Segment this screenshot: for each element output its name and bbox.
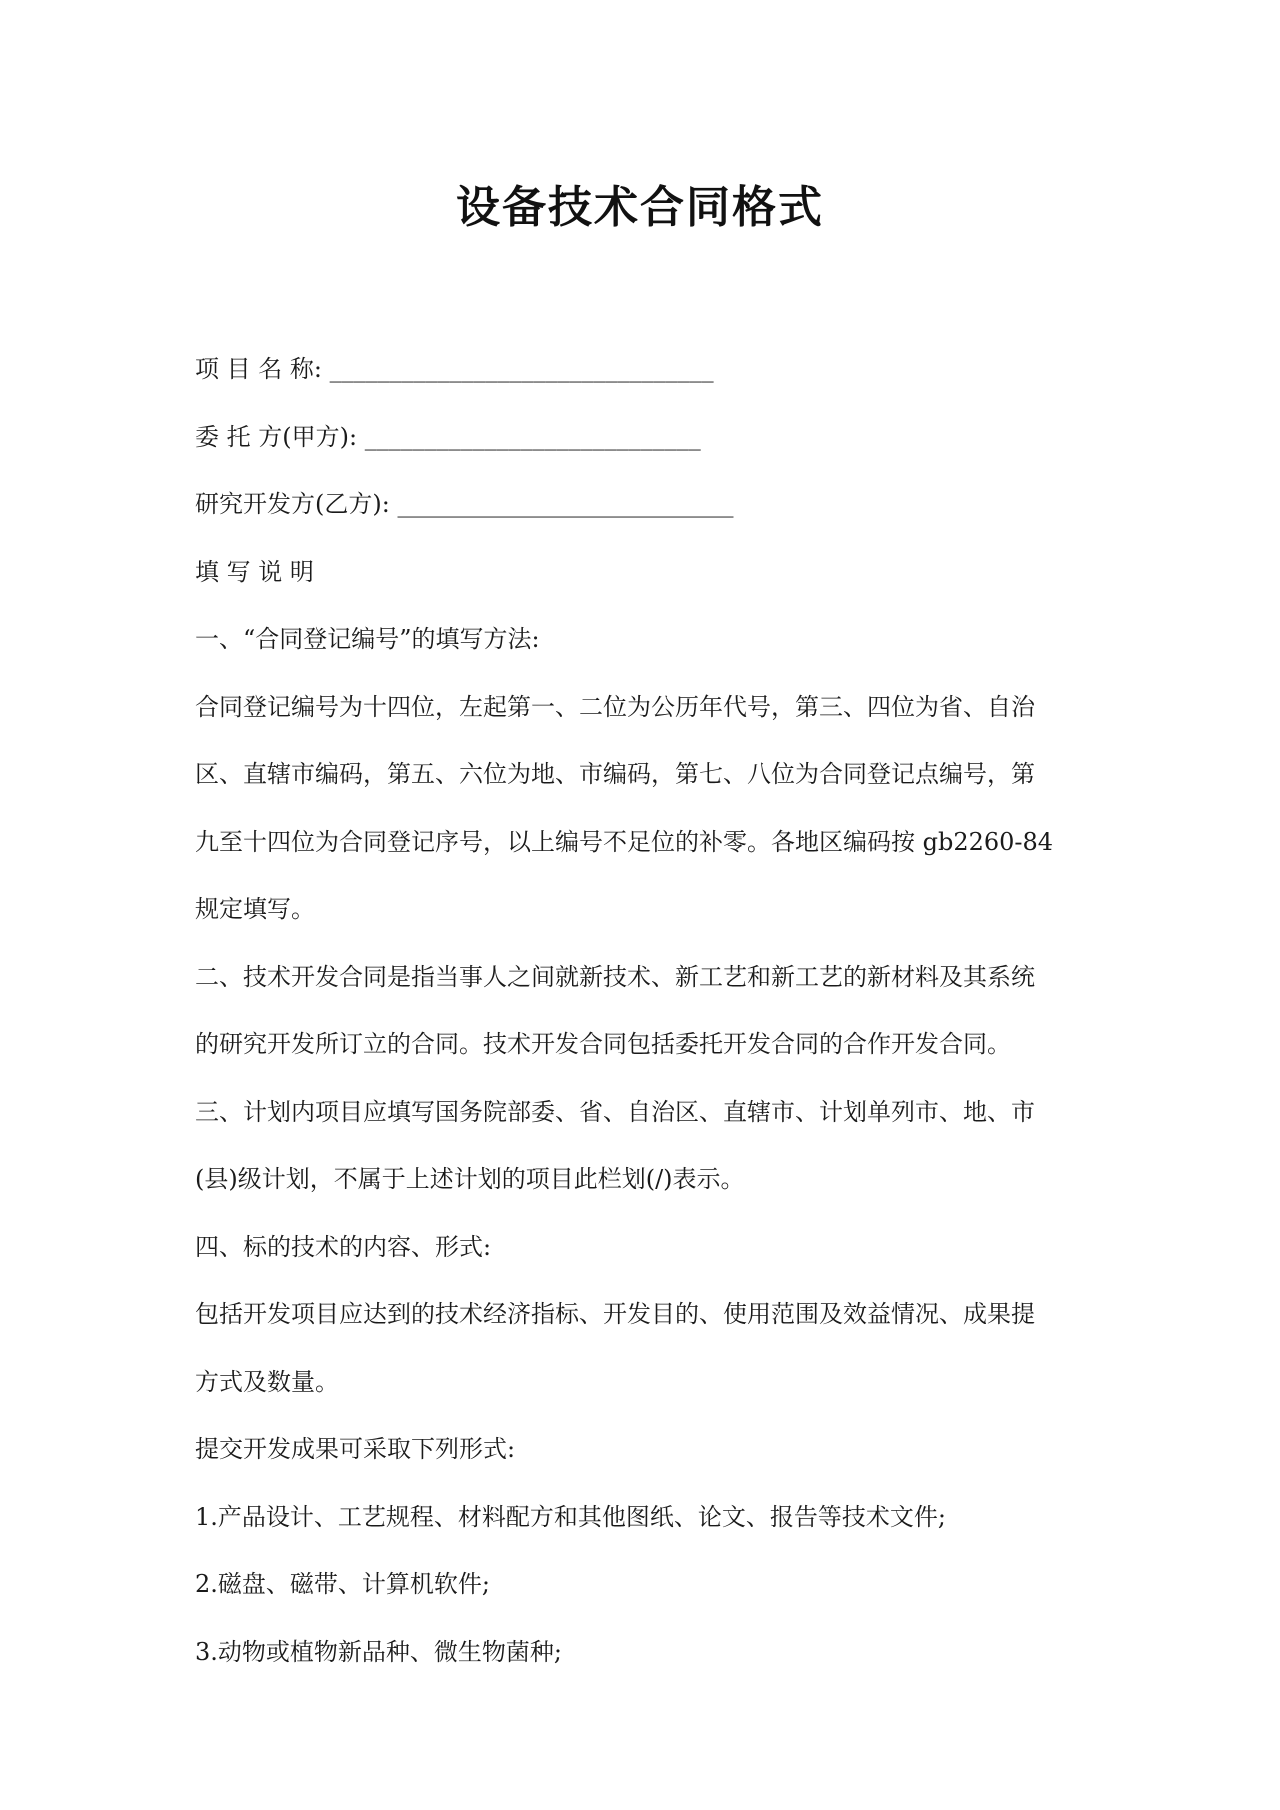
developer-label: 研究开发方(乙方):: [195, 490, 390, 518]
text-line: 一、“合同登记编号”的填写方法:: [195, 625, 540, 653]
text-line: 提交开发成果可采取下列形式:: [195, 1435, 516, 1463]
developer-field: [195, 471, 1095, 539]
text-line: 三、计划内项目应填写国务院部委、省、自治区、直辖市、计划单列市、地、市: [195, 1097, 1035, 1126]
text-line: 的研究开发所订立的合同。技术开发合同包括委托开发合同的合作开发合同。: [195, 1030, 1011, 1058]
client-field: [195, 404, 1095, 472]
project-name-field: [195, 336, 1095, 404]
developer-blank: ____________________________: [397, 490, 734, 518]
text-line: 四、标的技术的内容、形式:: [195, 1232, 492, 1261]
project-name-blank: ________________________________: [329, 355, 714, 383]
instructions-heading: 填 写 说 明: [195, 557, 314, 586]
client-label: 委 托 方(甲方):: [195, 422, 358, 451]
document-title: 设备技术合同格式: [456, 182, 824, 233]
document-body: [195, 336, 1095, 1686]
text-line: 九至十四位为合同登记序号，以上编号不足位的补零。各地区编码按 gb2260-84: [195, 827, 1054, 856]
text-line: 1.产品设计、工艺规程、材料配方和其他图纸、论文、报告等技术文件;: [195, 1502, 946, 1531]
project-name-label: 项 目 名 称:: [195, 355, 322, 383]
text-line: 区、直辖市编码，第五、六位为地、市编码，第七、八位为合同登记点编号，第: [195, 760, 1035, 788]
client-blank: ____________________________: [364, 422, 701, 451]
text-line: 二、技术开发合同是指当事人之间就新技术、新工艺和新工艺的新材料及其系统: [195, 962, 1035, 991]
text-line: 2.磁盘、磁带、计算机软件;: [195, 1570, 490, 1598]
text-line: (县)级计划，不属于上述计划的项目此栏划(/)表示。: [195, 1165, 745, 1193]
text-line: 合同登记编号为十四位，左起第一、二位为公历年代号，第三、四位为省、自治: [195, 692, 1035, 721]
text-line: 规定填写。: [195, 895, 315, 923]
text-line: 包括开发项目应达到的技术经济指标、开发目的、使用范围及效益情况、成果提: [195, 1300, 1035, 1328]
text-line: 方式及数量。: [195, 1367, 339, 1396]
text-line: 3.动物或植物新品种、微生物菌种;: [195, 1637, 562, 1666]
